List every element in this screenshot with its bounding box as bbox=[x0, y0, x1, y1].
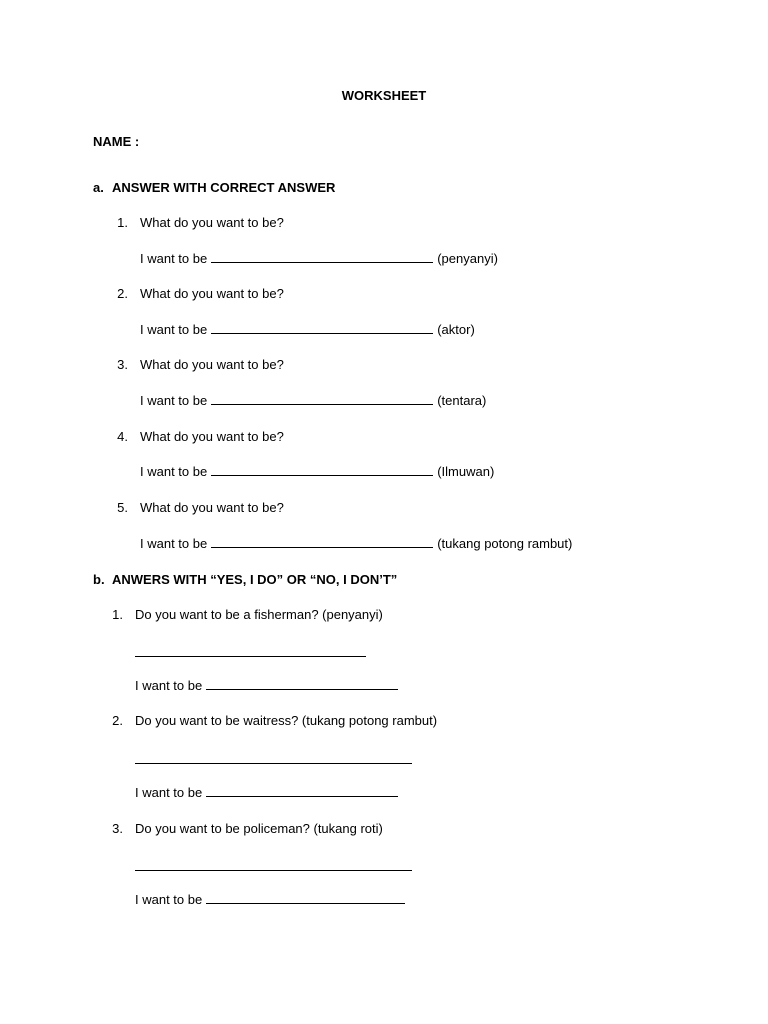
question-number: 5. bbox=[117, 500, 128, 515]
question-number: 2. bbox=[112, 713, 123, 728]
answer-line bbox=[135, 785, 402, 801]
answer-hint: (Ilmuwan) bbox=[437, 464, 495, 479]
answer-blank[interactable] bbox=[206, 785, 398, 797]
answer-hint: (penyanyi) bbox=[437, 251, 498, 266]
name-label: NAME : bbox=[93, 134, 140, 149]
yes-no-answer-blank[interactable] bbox=[135, 763, 412, 764]
answer-hint: (aktor) bbox=[437, 322, 475, 337]
section-a-heading: ANSWER WITH CORRECT ANSWER bbox=[112, 180, 336, 195]
answer-line bbox=[135, 678, 402, 694]
section-a-label: a. bbox=[93, 180, 104, 195]
question-text: Do you want to be a fisherman? (penyanyi) bbox=[135, 607, 383, 622]
answer-blank[interactable] bbox=[211, 393, 433, 405]
answer-prefix: I want to be bbox=[135, 785, 203, 800]
answer-blank[interactable] bbox=[211, 536, 433, 548]
answer-prefix: I want to be bbox=[140, 536, 208, 551]
answer-line bbox=[140, 464, 494, 480]
answer-prefix: I want to be bbox=[140, 322, 208, 337]
question-number: 1. bbox=[112, 607, 123, 622]
answer-hint: (tukang potong rambut) bbox=[437, 536, 573, 551]
answer-prefix: I want to be bbox=[135, 892, 203, 907]
section-b-label: b. bbox=[93, 572, 105, 587]
answer-prefix: I want to be bbox=[140, 464, 208, 479]
yes-no-answer-blank[interactable] bbox=[135, 656, 366, 657]
question-number: 3. bbox=[117, 357, 128, 372]
answer-line bbox=[140, 251, 498, 267]
answer-line bbox=[140, 322, 475, 338]
worksheet-title: WORKSHEET bbox=[341, 88, 427, 103]
answer-prefix: I want to be bbox=[140, 251, 208, 266]
question-text: What do you want to be? bbox=[140, 286, 284, 301]
answer-line bbox=[135, 892, 409, 908]
answer-line bbox=[140, 536, 572, 552]
answer-prefix: I want to be bbox=[135, 678, 203, 693]
answer-hint: (tentara) bbox=[437, 393, 487, 408]
answer-line bbox=[140, 393, 486, 409]
question-text: Do you want to be policeman? (tukang roti) bbox=[135, 821, 383, 836]
question-text: What do you want to be? bbox=[140, 215, 284, 230]
answer-blank[interactable] bbox=[211, 322, 433, 334]
question-number: 3. bbox=[112, 821, 123, 836]
answer-blank[interactable] bbox=[206, 892, 405, 904]
yes-no-answer-blank[interactable] bbox=[135, 870, 412, 871]
question-number: 4. bbox=[117, 429, 128, 444]
answer-blank[interactable] bbox=[211, 464, 433, 476]
answer-prefix: I want to be bbox=[140, 393, 208, 408]
question-text: What do you want to be? bbox=[140, 429, 284, 444]
section-b-heading: ANWERS WITH “YES, I DO” OR “NO, I DON’T” bbox=[112, 572, 398, 587]
answer-blank[interactable] bbox=[211, 251, 433, 263]
question-text: What do you want to be? bbox=[140, 357, 284, 372]
question-number: 2. bbox=[117, 286, 128, 301]
question-number: 1. bbox=[117, 215, 128, 230]
question-text: What do you want to be? bbox=[140, 500, 284, 515]
question-text: Do you want to be waitress? (tukang potong rambut) bbox=[135, 713, 438, 728]
answer-blank[interactable] bbox=[206, 678, 398, 690]
